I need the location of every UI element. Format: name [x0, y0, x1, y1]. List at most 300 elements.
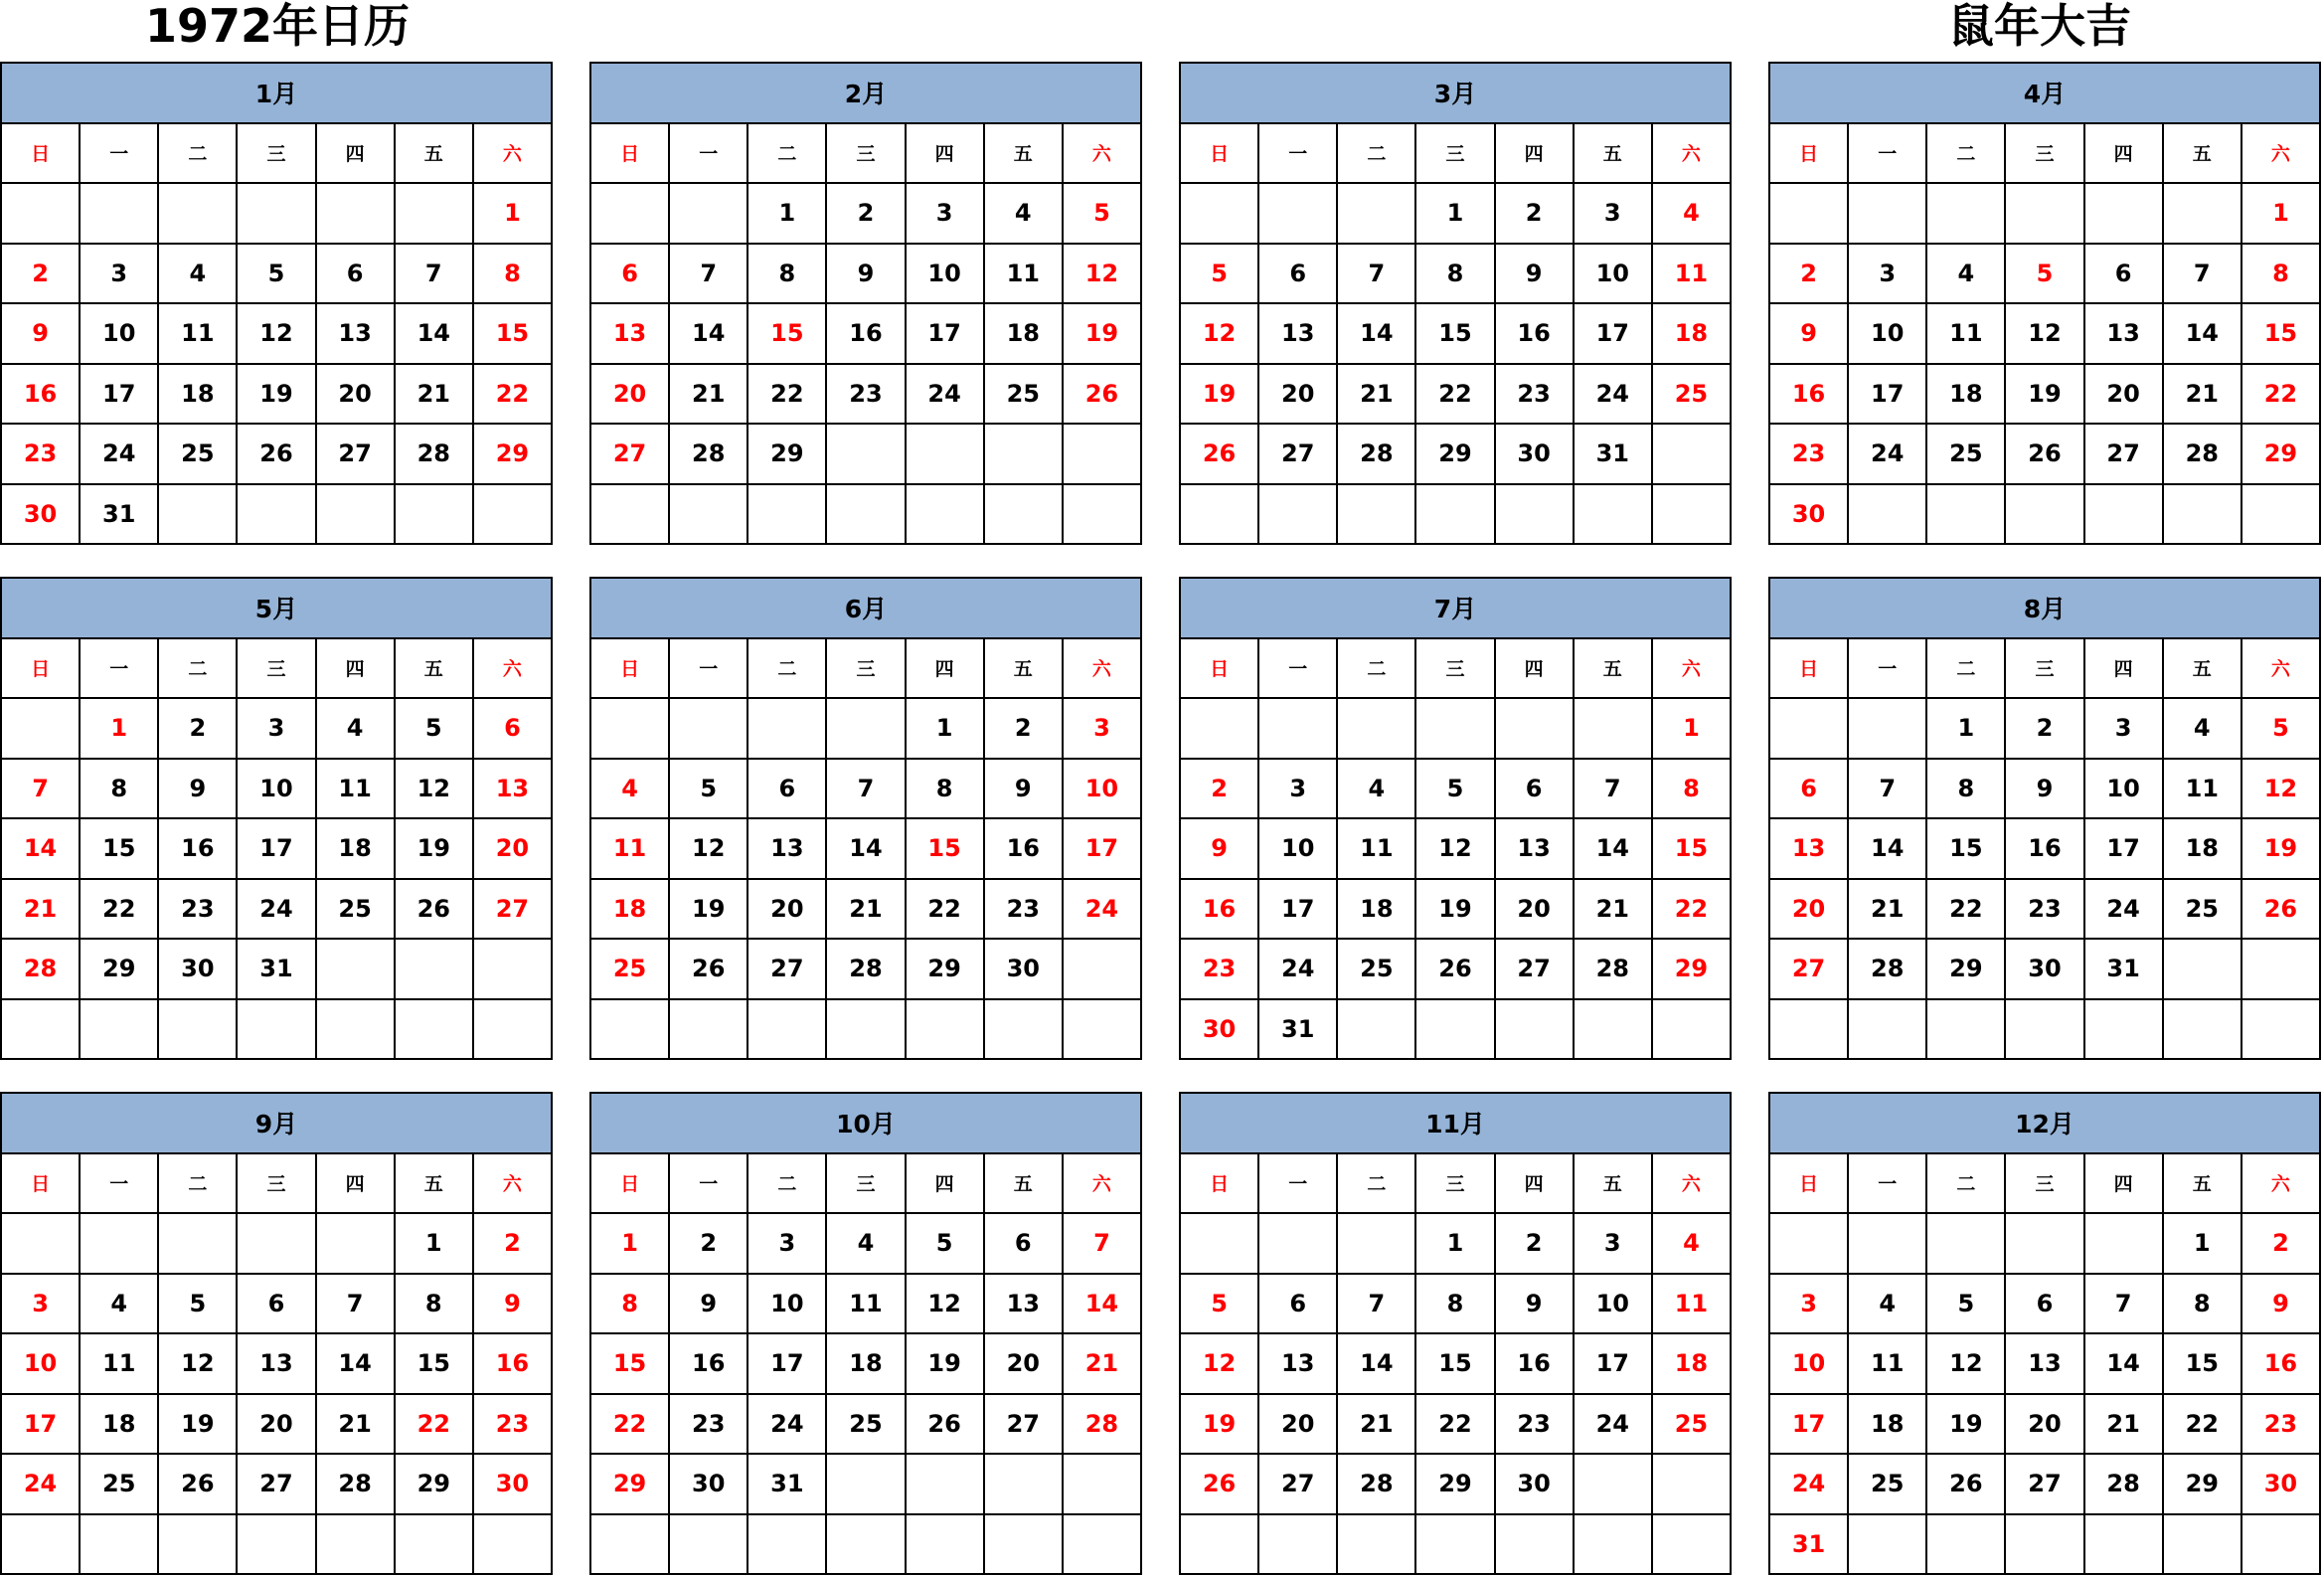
day-cell: 25	[2164, 880, 2242, 941]
empty-cell	[1849, 184, 1927, 245]
day-cell: 18	[1338, 880, 1416, 941]
day-cell: 25	[1849, 1455, 1927, 1515]
day-cell: 4	[591, 760, 670, 820]
day-cell: 13	[317, 304, 396, 365]
day-cell: 21	[1575, 880, 1653, 941]
empty-cell	[1416, 1000, 1495, 1061]
weekday-label: 四	[1496, 124, 1575, 185]
day-cell: 13	[1259, 1334, 1338, 1395]
day-cell: 28	[1338, 1455, 1416, 1515]
weekday-label: 一	[670, 124, 748, 185]
day-cell: 1	[2242, 184, 2321, 245]
day-cell: 29	[474, 425, 553, 485]
empty-cell	[159, 1214, 238, 1275]
empty-cell	[2006, 1000, 2084, 1061]
day-cell: 17	[1575, 304, 1653, 365]
day-cell: 4	[827, 1214, 906, 1275]
day-cell: 23	[1496, 365, 1575, 426]
day-cell: 19	[2242, 819, 2321, 880]
day-cell: 15	[1927, 819, 2006, 880]
weekday-label: 日	[2, 639, 81, 700]
empty-cell	[1653, 1515, 1732, 1576]
empty-cell	[2242, 1515, 2321, 1576]
day-cell: 18	[81, 1395, 159, 1456]
month-header: 9月	[2, 1094, 553, 1154]
day-cell: 27	[474, 880, 553, 941]
day-cell: 1	[1653, 699, 1732, 760]
day-cell: 12	[1416, 819, 1495, 880]
empty-cell	[748, 1000, 827, 1061]
day-cell: 11	[591, 819, 670, 880]
day-cell: 28	[2, 940, 81, 1000]
day-cell: 27	[1770, 940, 1849, 1000]
day-cell: 14	[2085, 1334, 2164, 1395]
day-cell: 26	[238, 425, 316, 485]
empty-cell	[827, 1515, 906, 1576]
empty-cell	[396, 1000, 474, 1061]
day-cell: 8	[396, 1275, 474, 1335]
weekday-label: 二	[1927, 639, 2006, 700]
day-cell: 17	[1064, 819, 1142, 880]
day-cell: 6	[1496, 760, 1575, 820]
month-header: 5月	[2, 579, 553, 639]
weekday-label: 三	[2006, 639, 2084, 700]
day-cell: 19	[159, 1395, 238, 1456]
empty-cell	[1416, 1515, 1495, 1576]
empty-cell	[159, 184, 238, 245]
weekday-label: 一	[1259, 639, 1338, 700]
day-cell: 12	[1181, 1334, 1259, 1395]
weekday-label: 二	[748, 1154, 827, 1215]
day-cell: 29	[748, 425, 827, 485]
day-cell: 18	[1653, 304, 1732, 365]
empty-cell	[317, 184, 396, 245]
empty-cell	[81, 184, 159, 245]
day-cell: 22	[1416, 1395, 1495, 1456]
day-cell: 4	[159, 245, 238, 305]
day-cell: 30	[1496, 1455, 1575, 1515]
day-cell: 25	[1338, 940, 1416, 1000]
day-cell: 4	[317, 699, 396, 760]
weekday-label: 日	[591, 639, 670, 700]
empty-cell	[1064, 940, 1142, 1000]
day-cell: 9	[474, 1275, 553, 1335]
day-cell: 20	[985, 1334, 1064, 1395]
day-cell: 8	[2242, 245, 2321, 305]
weekday-label: 六	[2242, 1154, 2321, 1215]
day-cell: 4	[81, 1275, 159, 1335]
day-cell: 2	[2006, 699, 2084, 760]
empty-cell	[827, 425, 906, 485]
empty-cell	[2006, 1214, 2084, 1275]
day-cell: 21	[1338, 365, 1416, 426]
day-cell: 5	[1064, 184, 1142, 245]
day-cell: 23	[985, 880, 1064, 941]
day-cell: 30	[2006, 940, 2084, 1000]
weekday-label: 二	[159, 124, 238, 185]
empty-cell	[2006, 485, 2084, 546]
day-cell: 8	[591, 1275, 670, 1335]
empty-cell	[2, 1214, 81, 1275]
day-cell: 2	[1496, 184, 1575, 245]
day-cell: 21	[670, 365, 748, 426]
day-cell: 16	[2242, 1334, 2321, 1395]
empty-cell	[827, 1455, 906, 1515]
day-cell: 20	[591, 365, 670, 426]
empty-cell	[1064, 1515, 1142, 1576]
day-cell: 15	[81, 819, 159, 880]
day-cell: 20	[1770, 880, 1849, 941]
empty-cell	[670, 1000, 748, 1061]
weekday-label: 六	[474, 1154, 553, 1215]
day-cell: 21	[1338, 1395, 1416, 1456]
day-cell: 24	[2, 1455, 81, 1515]
day-cell: 1	[1927, 699, 2006, 760]
day-cell: 13	[474, 760, 553, 820]
empty-cell	[1259, 184, 1338, 245]
empty-cell	[591, 184, 670, 245]
day-cell: 18	[827, 1334, 906, 1395]
day-cell: 10	[748, 1275, 827, 1335]
day-cell: 11	[1653, 1275, 1732, 1335]
weekday-label: 六	[1064, 1154, 1142, 1215]
empty-cell	[317, 485, 396, 546]
empty-cell	[317, 1000, 396, 1061]
empty-cell	[159, 485, 238, 546]
day-cell: 26	[159, 1455, 238, 1515]
day-cell: 7	[2164, 245, 2242, 305]
day-cell: 21	[317, 1395, 396, 1456]
day-cell: 17	[1770, 1395, 1849, 1456]
weekday-label: 四	[317, 1154, 396, 1215]
day-cell: 2	[2, 245, 81, 305]
empty-cell	[2164, 485, 2242, 546]
month-calendar	[589, 62, 1142, 545]
day-cell: 3	[1770, 1275, 1849, 1335]
weekday-label: 一	[81, 639, 159, 700]
empty-cell	[1653, 1455, 1732, 1515]
day-cell: 22	[2242, 365, 2321, 426]
day-cell: 19	[1416, 880, 1495, 941]
day-cell: 20	[317, 365, 396, 426]
day-cell: 21	[827, 880, 906, 941]
empty-cell	[2, 1515, 81, 1576]
day-cell: 19	[1181, 1395, 1259, 1456]
empty-cell	[159, 1515, 238, 1576]
empty-cell	[2, 1000, 81, 1061]
day-cell: 26	[1416, 940, 1495, 1000]
day-cell: 3	[2085, 699, 2164, 760]
day-cell: 8	[907, 760, 985, 820]
day-cell: 10	[81, 304, 159, 365]
weekday-label: 三	[1416, 1154, 1495, 1215]
weekday-label: 四	[907, 124, 985, 185]
weekday-label: 四	[2085, 1154, 2164, 1215]
day-cell: 22	[907, 880, 985, 941]
empty-cell	[81, 1214, 159, 1275]
weekday-label: 日	[1770, 639, 1849, 700]
weekday-label: 三	[1416, 124, 1495, 185]
day-cell: 17	[1259, 880, 1338, 941]
month-header: 7月	[1181, 579, 1732, 639]
day-cell: 16	[159, 819, 238, 880]
day-cell: 9	[670, 1275, 748, 1335]
day-cell: 27	[238, 1455, 316, 1515]
day-cell: 22	[1653, 880, 1732, 941]
day-cell: 16	[2, 365, 81, 426]
empty-cell	[1338, 485, 1416, 546]
day-cell: 6	[238, 1275, 316, 1335]
day-cell: 1	[907, 699, 985, 760]
weekday-label: 五	[2164, 639, 2242, 700]
empty-cell	[670, 699, 748, 760]
empty-cell	[1770, 699, 1849, 760]
empty-cell	[1259, 1214, 1338, 1275]
day-cell: 28	[670, 425, 748, 485]
empty-cell	[2085, 1000, 2164, 1061]
weekday-label: 一	[1849, 639, 1927, 700]
day-cell: 12	[238, 304, 316, 365]
day-cell: 7	[2085, 1275, 2164, 1335]
day-cell: 9	[1181, 819, 1259, 880]
day-cell: 6	[317, 245, 396, 305]
day-cell: 24	[748, 1395, 827, 1456]
day-cell: 31	[2085, 940, 2164, 1000]
day-cell: 7	[1064, 1214, 1142, 1275]
weekday-label: 五	[2164, 1154, 2242, 1215]
day-cell: 9	[985, 760, 1064, 820]
day-cell: 30	[670, 1455, 748, 1515]
day-cell: 16	[985, 819, 1064, 880]
day-cell: 24	[81, 425, 159, 485]
day-cell: 15	[1416, 1334, 1495, 1395]
empty-cell	[1259, 1515, 1338, 1576]
day-cell: 30	[1770, 485, 1849, 546]
empty-cell	[2085, 1214, 2164, 1275]
day-cell: 1	[748, 184, 827, 245]
day-cell: 7	[1338, 245, 1416, 305]
day-cell: 25	[81, 1455, 159, 1515]
empty-cell	[1849, 485, 1927, 546]
empty-cell	[2085, 184, 2164, 245]
day-cell: 9	[1770, 304, 1849, 365]
empty-cell	[2164, 184, 2242, 245]
day-cell: 29	[2164, 1455, 2242, 1515]
day-cell: 14	[1338, 1334, 1416, 1395]
empty-cell	[2085, 1515, 2164, 1576]
day-cell: 26	[1181, 425, 1259, 485]
day-cell: 20	[238, 1395, 316, 1456]
day-cell: 14	[1849, 819, 1927, 880]
empty-cell	[1181, 184, 1259, 245]
day-cell: 18	[1927, 365, 2006, 426]
empty-cell	[396, 485, 474, 546]
empty-cell	[1259, 485, 1338, 546]
day-cell: 16	[1770, 365, 1849, 426]
day-cell: 13	[2085, 304, 2164, 365]
day-cell: 26	[1064, 365, 1142, 426]
weekday-label: 一	[670, 1154, 748, 1215]
day-cell: 27	[985, 1395, 1064, 1456]
day-cell: 16	[2006, 819, 2084, 880]
day-cell: 17	[1849, 365, 1927, 426]
day-cell: 27	[2006, 1455, 2084, 1515]
month-calendar	[1768, 1092, 2321, 1575]
day-cell: 8	[474, 245, 553, 305]
empty-cell	[474, 1000, 553, 1061]
day-cell: 3	[1575, 1214, 1653, 1275]
empty-cell	[1064, 1000, 1142, 1061]
day-cell: 13	[748, 819, 827, 880]
empty-cell	[1338, 699, 1416, 760]
day-cell: 29	[396, 1455, 474, 1515]
day-cell: 6	[748, 760, 827, 820]
day-cell: 23	[159, 880, 238, 941]
day-cell: 2	[1770, 245, 1849, 305]
day-cell: 11	[1338, 819, 1416, 880]
weekday-label: 五	[396, 124, 474, 185]
weekday-label: 一	[81, 124, 159, 185]
day-cell: 21	[396, 365, 474, 426]
day-cell: 26	[2006, 425, 2084, 485]
day-cell: 12	[2006, 304, 2084, 365]
day-cell: 16	[1496, 304, 1575, 365]
day-cell: 17	[907, 304, 985, 365]
day-cell: 6	[591, 245, 670, 305]
day-cell: 28	[1064, 1395, 1142, 1456]
day-cell: 4	[1927, 245, 2006, 305]
day-cell: 11	[81, 1334, 159, 1395]
weekday-label: 二	[1927, 124, 2006, 185]
weekday-label: 五	[985, 639, 1064, 700]
day-cell: 8	[1416, 1275, 1495, 1335]
empty-cell	[1927, 1515, 2006, 1576]
month-header: 8月	[1770, 579, 2321, 639]
day-cell: 3	[238, 699, 316, 760]
month-calendar	[1179, 1092, 1732, 1575]
empty-cell	[2085, 485, 2164, 546]
empty-cell	[1181, 1214, 1259, 1275]
day-cell: 19	[238, 365, 316, 426]
empty-cell	[1496, 699, 1575, 760]
empty-cell	[2006, 184, 2084, 245]
weekday-label: 二	[1338, 124, 1416, 185]
weekday-label: 六	[1653, 124, 1732, 185]
day-cell: 20	[474, 819, 553, 880]
day-cell: 10	[1064, 760, 1142, 820]
day-cell: 25	[827, 1395, 906, 1456]
day-cell: 4	[1849, 1275, 1927, 1335]
day-cell: 29	[1416, 1455, 1495, 1515]
day-cell: 2	[159, 699, 238, 760]
month-calendar	[589, 1092, 1142, 1575]
empty-cell	[1064, 485, 1142, 546]
day-cell: 30	[985, 940, 1064, 1000]
weekday-label: 五	[1575, 124, 1653, 185]
day-cell: 22	[1416, 365, 1495, 426]
weekday-label: 五	[1575, 1154, 1653, 1215]
day-cell: 5	[907, 1214, 985, 1275]
empty-cell	[1575, 699, 1653, 760]
day-cell: 17	[2, 1395, 81, 1456]
weekday-label: 日	[1770, 124, 1849, 185]
day-cell: 14	[827, 819, 906, 880]
day-cell: 7	[2, 760, 81, 820]
day-cell: 26	[670, 940, 748, 1000]
empty-cell	[2164, 940, 2242, 1000]
day-cell: 22	[474, 365, 553, 426]
day-cell: 2	[474, 1214, 553, 1275]
day-cell: 12	[907, 1275, 985, 1335]
empty-cell	[591, 699, 670, 760]
day-cell: 20	[2006, 1395, 2084, 1456]
day-cell: 9	[2006, 760, 2084, 820]
day-cell: 14	[396, 304, 474, 365]
weekday-label: 五	[1575, 639, 1653, 700]
day-cell: 4	[1653, 1214, 1732, 1275]
weekday-label: 六	[2242, 639, 2321, 700]
day-cell: 18	[317, 819, 396, 880]
day-cell: 8	[81, 760, 159, 820]
empty-cell	[1496, 485, 1575, 546]
day-cell: 23	[1770, 425, 1849, 485]
empty-cell	[1064, 425, 1142, 485]
empty-cell	[1849, 699, 1927, 760]
day-cell: 30	[2, 485, 81, 546]
day-cell: 23	[474, 1395, 553, 1456]
day-cell: 22	[591, 1395, 670, 1456]
empty-cell	[985, 1515, 1064, 1576]
empty-cell	[159, 1000, 238, 1061]
empty-cell	[1575, 485, 1653, 546]
day-cell: 24	[2085, 880, 2164, 941]
day-cell: 19	[396, 819, 474, 880]
day-cell: 28	[396, 425, 474, 485]
day-cell: 7	[1575, 760, 1653, 820]
weekday-label: 日	[591, 1154, 670, 1215]
day-cell: 1	[1416, 1214, 1495, 1275]
day-cell: 9	[1496, 245, 1575, 305]
month-header: 2月	[591, 64, 1142, 124]
day-cell: 25	[1653, 1395, 1732, 1456]
day-cell: 12	[670, 819, 748, 880]
empty-cell	[907, 1515, 985, 1576]
day-cell: 7	[396, 245, 474, 305]
empty-cell	[1338, 1214, 1416, 1275]
weekday-label: 二	[159, 639, 238, 700]
weekday-label: 四	[907, 1154, 985, 1215]
empty-cell	[317, 1515, 396, 1576]
day-cell: 29	[1927, 940, 2006, 1000]
weekday-label: 二	[1338, 639, 1416, 700]
day-cell: 12	[2242, 760, 2321, 820]
empty-cell	[1927, 1214, 2006, 1275]
empty-cell	[1927, 485, 2006, 546]
weekday-label: 日	[1770, 1154, 1849, 1215]
empty-cell	[2006, 1515, 2084, 1576]
empty-cell	[1927, 184, 2006, 245]
weekday-label: 六	[474, 639, 553, 700]
day-cell: 19	[670, 880, 748, 941]
day-cell: 16	[670, 1334, 748, 1395]
day-cell: 3	[1064, 699, 1142, 760]
empty-cell	[238, 1214, 316, 1275]
day-cell: 21	[2, 880, 81, 941]
month-header: 1月	[2, 64, 553, 124]
empty-cell	[317, 940, 396, 1000]
day-cell: 27	[1496, 940, 1575, 1000]
day-cell: 28	[1338, 425, 1416, 485]
